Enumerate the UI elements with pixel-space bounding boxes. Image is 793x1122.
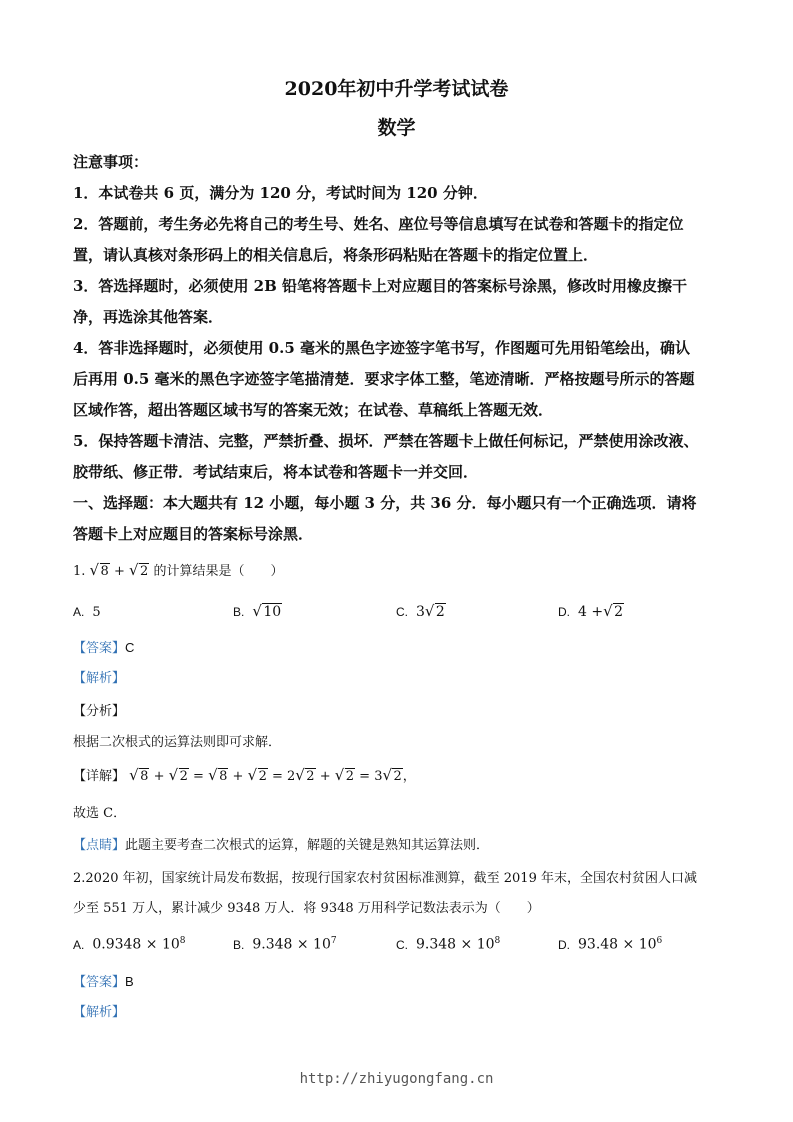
notice-line: 4．答非选择题时，必须使用 0.5 毫米的黑色字迹签字笔书写，作图题可先用铅笔绘出，确认 bbox=[73, 339, 690, 357]
comment-line: 【点睛】此题主要考查二次根式的运算，解题的关键是熟知其运算法则． bbox=[73, 838, 490, 853]
analysis-tag: 【解析】 bbox=[73, 671, 126, 686]
notice-heading: 注意事项： bbox=[73, 153, 149, 171]
option-c: C. 3√ 2 bbox=[396, 604, 446, 620]
analysis-tag: 【解析】 bbox=[73, 1005, 126, 1020]
question-2-line: 少至 551 万人，累计减少 9348 万人．将 9348 万用科学记数法表示为（ ） bbox=[73, 901, 540, 916]
option-c: C. $9.348 \times 10^8$ bbox=[396, 936, 501, 953]
answer-line: 【答案】C bbox=[73, 640, 135, 656]
notice-line: 胶带纸、修正带．考试结束后，将本试卷和答题卡一并交回． bbox=[73, 463, 479, 481]
fenxi-tag: 【分析】 bbox=[73, 704, 126, 719]
option-d: D. 4 +√ 2 bbox=[558, 604, 624, 620]
detail-line: 【详解】 √ 8 + √ 2 = √ 8 + √ 2 = 2√ 2 + √ 2 = 3√ 2， bbox=[73, 767, 723, 787]
notice-line: 2．答题前，考生务必先将自己的考生号、姓名、座位号等信息填写在试卷和答题卡的指定位 bbox=[73, 215, 684, 233]
notice-line: 5．保持答题卡清洁、完整，严禁折叠、损坏．严禁在答题卡上做任何标记，严禁使用涂改液、 bbox=[73, 432, 699, 450]
conclusion: 故选 C． bbox=[73, 806, 127, 821]
option-a: A. 5 bbox=[73, 605, 101, 620]
answer-line: 【答案】B bbox=[73, 974, 134, 990]
notice-line: 置，请认真核对条形码上的相关信息后，将条形码粘贴在答题卡的指定位置上． bbox=[73, 246, 599, 264]
sqrt-expression: √ 8 bbox=[91, 562, 110, 582]
notice-line: 区域作答，超出答题区域书写的答案无效；在试卷、草稿纸上答题无效． bbox=[73, 401, 554, 419]
question-2-line: 2.2020 年初，国家统计局发布数据，按现行国家农村贫困标准测算，截至 2019 年末，全国农村贫困人口减 bbox=[73, 871, 697, 886]
notice-line: 1．本试卷共 6 页，满分为 120 分，考试时间为 120 分钟． bbox=[73, 184, 488, 202]
sqrt-expression: √ 2 bbox=[130, 562, 149, 582]
exam-title: 2020年初中升学考试试卷 bbox=[284, 78, 509, 100]
footer-url: http://zhiyugongfang.cn bbox=[299, 1071, 494, 1087]
fenxi-text: 根据二次根式的运算法则即可求解． bbox=[73, 735, 282, 750]
option-b: B.√ 10 bbox=[233, 604, 282, 620]
notice-line: 3．答选择题时，必须使用 2B 铅笔将答题卡上对应题目的答案标号涂黑，修改时用橡皮擦干 bbox=[73, 277, 688, 295]
option-a: A. $0.9348 \times 10^8$ bbox=[73, 936, 186, 953]
option-b: B. $9.348 \times 10^7$ bbox=[233, 936, 337, 953]
question-1-stem: 1. √ 8 + √ 2 的计算结果是（ ） bbox=[73, 562, 723, 582]
option-d: D. $93.48 \times 10^6$ bbox=[558, 936, 663, 953]
section-heading: 一、选择题：本大题共有 12 小题，每小题 3 分，共 36 分．每小题只有一个正确选项．请将 bbox=[73, 494, 697, 512]
notice-line: 净，再选涂其他答案． bbox=[73, 308, 224, 326]
section-heading: 答题卡上对应题目的答案标号涂黑． bbox=[73, 525, 314, 543]
notice-line: 后再用 0.5 毫米的黑色字迹签字笔描清楚．要求字体工整，笔迹清晰．严格按题号所示的答题 bbox=[73, 370, 695, 388]
subject-title: 数学 bbox=[377, 117, 416, 139]
